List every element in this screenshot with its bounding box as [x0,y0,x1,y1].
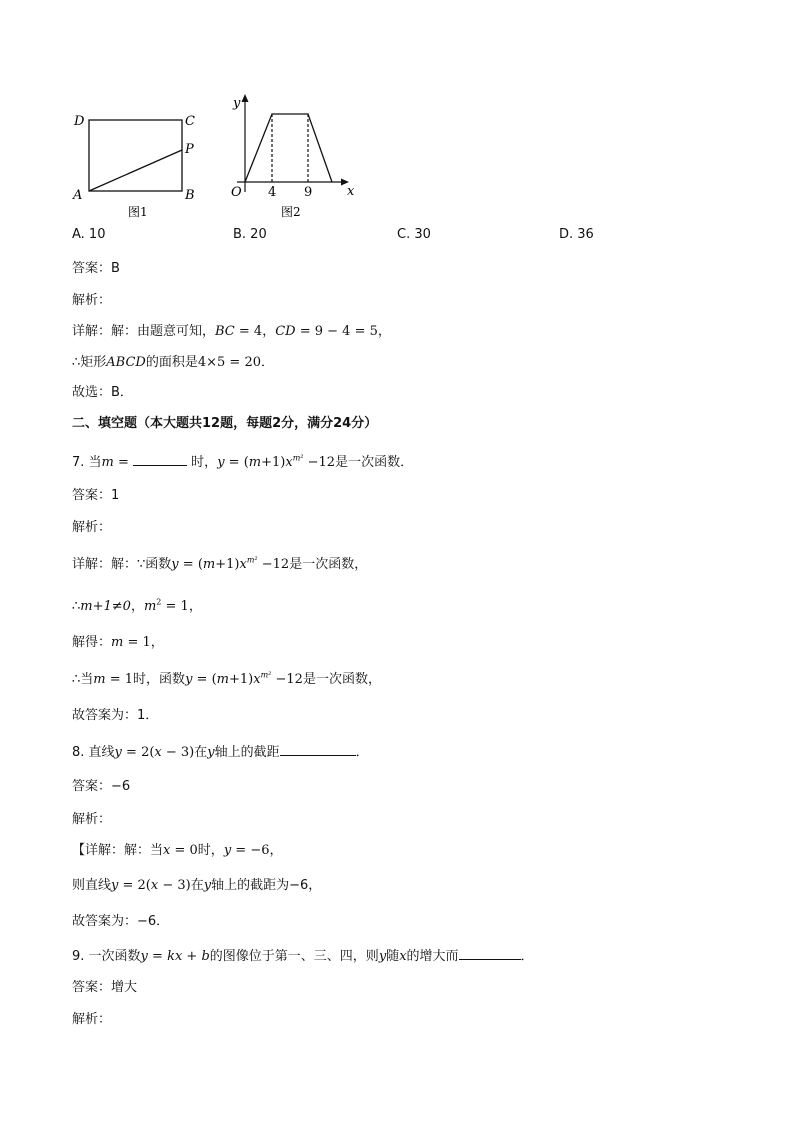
q9-y2: y [378,949,387,964]
q8-d2-eq: = 2( [118,878,151,893]
q9-analysis-label: 解析： [72,1012,112,1027]
q8-d2-mid: 在 [190,878,204,893]
label-d: D [74,114,85,129]
q6-area-line [72,353,274,373]
figure-1 [60,105,210,220]
q9-period: ． [520,949,534,964]
q9-b: b [201,949,210,964]
q7-when: 时， [187,455,218,470]
q6-analysis-label: 解析： [72,293,112,308]
q8-eq: = 2( [121,745,155,760]
label-b: B [185,188,195,203]
q7-answer: 答案：1 [72,488,120,503]
q7-d1-lparen: ( [197,557,203,572]
q7-minus-12: −12 [303,455,336,470]
label-x: x [347,184,355,199]
q7-y: y [217,455,225,470]
q7-analysis-label: 解析： [72,520,112,535]
option-b: B. 20 [233,227,267,242]
q7-d4-m: m [93,672,106,687]
q9-answer-blank[interactable] [459,945,521,960]
q7-d2-prefix: ∴ [72,599,81,614]
q6-detail-prefix: 详解：解：由题意可知， [72,324,216,339]
q8-d1-x: x [163,843,171,858]
q8-y-axis: y [207,745,215,760]
q7-detail-4 [72,670,381,690]
q8-d1-x0: = 0 [170,843,198,858]
q6-period: ． [261,355,275,370]
q8-d2-y-axis: y [203,878,212,893]
q6-abcd: ABCD [106,355,146,370]
q9-sui: 随 [386,949,400,964]
q7-eq: = [113,455,134,470]
q7-detail-1 [72,555,367,575]
q7-m: m [101,455,114,470]
q8-d2-minus-3: − 3) [158,878,191,893]
q7-d4-val: = 1 [105,672,134,687]
q9-y: y [140,949,148,964]
q8-d1-prefix: 【详解：解：当 [72,843,164,858]
q6-cd: CD [275,324,296,339]
q9-mid: 的图像位于第一、三、四，则 [209,949,379,964]
q9-plus: + [182,949,202,964]
label-o: O [231,185,242,200]
q9-x: x [399,949,407,964]
q7-d3-val: = 1 [123,635,151,650]
q6-detail-line [72,322,391,342]
q7-rparen: ) [280,455,286,470]
q7-d4-tail: 是一次函数， [302,672,381,687]
q7-detail-3 [72,633,164,653]
q7-exponent: m² [292,453,304,463]
q7-d3-end: ， [150,635,164,650]
label-c: C [185,114,195,129]
q8-d2-x: x [150,878,159,893]
q7-x: x [285,455,293,470]
section-2-title: 二、填空题（本大题共12题，每题2分，满分24分） [72,416,378,431]
q8-mid: 在 [194,745,208,760]
q6-area-expr: 4×5 = 20 [197,355,261,370]
q7-answer-blank[interactable] [133,451,187,466]
q7-d4-prefix: ∴当 [72,672,94,687]
q8-detail-1 [72,841,283,861]
q8-analysis-label: 解析： [72,812,112,827]
q9-answer: 答案：增大 [72,980,138,995]
q6-answer: 答案：B [72,261,120,276]
figure-1-caption: 图1 [128,205,148,219]
q6-area-prefix: ∴矩形 [72,355,107,370]
q7-d4-exponent: m² [260,670,272,680]
q8-d1-val: = −6 [231,843,270,858]
q8-d1-y: y [223,843,232,858]
q7-question [72,451,413,473]
q6-cd-value: = 9 − 4 = 5 [295,324,378,339]
q8-y: y [114,745,122,760]
q7-d1-m: m [202,557,216,572]
q6-end-comma: ， [377,324,391,339]
q8-d2-y: y [111,878,119,893]
label-p: P [185,142,194,157]
q7-d1-exponent: m² [246,555,258,565]
label-y: y [233,96,241,111]
q7-d1-x: x [239,557,247,572]
figure-2-caption: 图2 [281,205,301,219]
q8-d1-end: ， [269,843,283,858]
q7-d1-prefix: 详解：解：∵函数 [72,557,172,572]
q6-area-mid: 的面积是 [145,355,198,370]
q7-d1-eq: = [178,557,198,572]
q6-sep: ， [262,324,276,339]
q6-bc: BC [215,324,235,339]
q7-d1-tail: 是一次函数， [289,557,368,572]
q7-d4-mid: 时，函数 [133,672,186,687]
q7-d2-b: m [143,599,157,614]
q8-x: x [154,745,162,760]
q7-plus-one: +1 [261,455,281,470]
q7-m-inner: m [248,455,262,470]
q7-detail-2 [72,597,202,617]
q7-d2-a: m+1≠0 [80,599,131,614]
q7-d4-eq: = [192,672,212,687]
q8-question [72,741,369,763]
q7-d2-sep: ， [130,599,144,614]
q7-lparen: ( [243,455,249,470]
q8-answer-blank[interactable] [280,741,356,756]
q7-d1-minus-12: −12 [257,557,290,572]
tick-label-4: 4 [268,185,277,200]
q9-eq: = [147,949,168,964]
q6-bc-value: = 4 [234,324,263,339]
y-axis-arrow [242,94,249,102]
q7-d4-lparen: ( [211,672,217,687]
q7-d4-x: x [253,672,261,687]
q7-d2-end: ， [188,599,202,614]
q9-number: 9. 一次函数 [72,949,141,964]
q7-d4-plus-one: +1 [229,672,249,687]
q7-d1-y: y [171,557,179,572]
q7-tail: 是一次函数． [335,455,414,470]
q6-choose: 故选：B． [72,385,133,400]
option-d: D. 36 [559,227,594,242]
option-c: C. 30 [397,227,431,242]
q7-d2-b-exp: 2 [156,597,162,607]
q7-d3-m: m [111,635,124,650]
segment-ap [89,150,182,191]
q8-d1-mid: 时， [197,843,224,858]
q8-d2-tail: 轴上的截距为−6， [211,878,322,893]
q9-kx: kx [167,949,183,964]
q7-eq-sign: = [224,455,244,470]
q8-period: ． [355,745,369,760]
q7-d2-b-val: = 1 [161,599,189,614]
q7-final: 故答案为：1． [72,708,159,723]
q8-answer: 答案：−6 [72,779,131,794]
q8-minus-3: − 3) [161,745,195,760]
graph-trapezoid [245,114,332,182]
q7-number: 7. 当 [72,455,102,470]
q8-detail-2 [72,876,321,896]
q8-final: 故答案为：−6． [72,914,170,929]
option-a: A. 10 [72,227,106,242]
q9-tail: 的增大而 [406,949,459,964]
q7-d3-prefix: 解得： [72,635,112,650]
tick-label-9: 9 [304,185,313,200]
q7-d4-minus-12: −12 [271,672,303,687]
figure-2 [225,92,365,222]
q8-number: 8. 直线 [72,745,115,760]
q9-question [72,945,534,967]
q8-tail: 轴上的截距 [214,745,280,760]
q8-d2-prefix: 则直线 [72,878,112,893]
q7-d1-plus-one: +1 [215,557,235,572]
label-a: A [73,188,83,203]
q7-d4-m-inner: m [216,672,229,687]
q7-d1-rparen: ) [234,557,240,572]
q7-d4-y: y [185,672,193,687]
q7-d4-rparen: ) [248,672,254,687]
